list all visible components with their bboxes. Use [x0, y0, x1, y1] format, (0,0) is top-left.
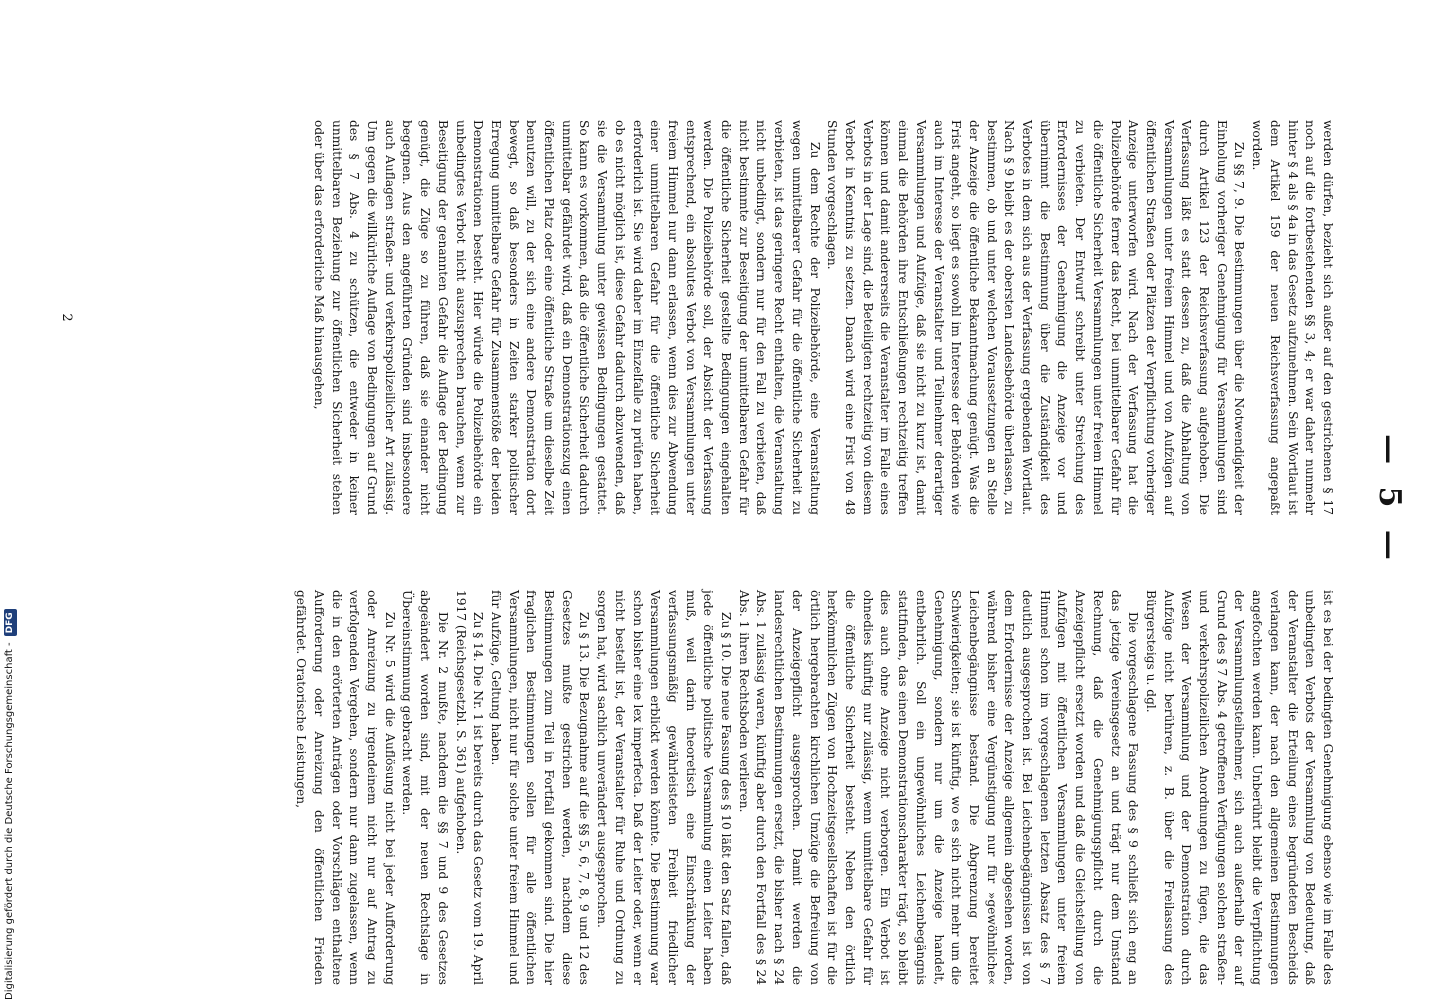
signature-mark: 2	[59, 313, 74, 322]
paragraph: Zu §§ 7, 9. Die Bestimmungen über die Notwendigkeit der Einholung vorheriger Genehmigung für Versammlungen sind durch Artikel 123 der Reichsverfassung aufgehoben. Die Verfassung läßt es statt dessen zu, daß die Abhaltung von Versammlungen unter freiem Himmel und von Aufzügen auf öffentlichen Straßen oder Plätzen der Verpflichtung vorheriger Anzeige unterworfen wird. Nach der Verfassung hat die Polizeibehörde ferner das Recht, bei unmittelbarer Gefahr für die öffentliche Sicherheit Versammlungen unter freiem Himmel zu verbieten. Der Entwurf schreibt unter Streichung des Erfordernisses der Genehmigung die Anzeige vor und übernimmt die Bestimmung über die Zuständigkeit des Verbotes in dem sich aus der Verfassung ergebenden Wortlaut. Nach § 9 bleibt es der obersten Landesbehörde überlassen, zu bestimmen, ob und unter welchen Voraussetzungen an Stelle der Anzeige die öffentliche Bekanntmachung genügt. Was die Frist angeht, so liegt es sowohl im Interesse der Behörden wie auch im Interesse der Veranstalter und Teilnehmer derartiger Versammlungen und Aufzüge, daß sie nicht zu kurz ist, damit einmal die Behörden ihre Entschließungen rechtzeitig treffen können und damit andererseits die Veranstalter im Falle eines Verbots in der Lage sind, die Beteiligten rechtzeitig von diesem Verbot in Kenntnis zu setzen. Danach wird eine Frist von 48 Stunden vorgeschlagen.	[825, 120, 1247, 515]
dfg-logo: DFG	[4, 609, 17, 636]
paragraph: Die vorgeschlagene Fassung des § 9 schließt sich eng an das jetzige Vereinsgesetz an und trägt nur dem Umstand Rechnung, daß die Genehmigungspflicht durch die Anzeigepflicht ersetzt worden und daß die Gleichstellung von Aufzügen mit öffentlichen Versammlungen unter freiem Himmel schon im vorgeschlagenen letzten Absatz des § 7 deutlich ausgesprochen ist. Bei Leichenbegängnissen ist von dem Erfordernisse der Anzeige allgemein abgesehen worden, während bisher eine Vergünstigung nur für »gewöhnliche« Leichenbegängnisse bestand. Die Abgrenzung bereitet Schwierigkeiten; sie ist künftig, wo es sich nicht mehr um die Genehmigung, sondern nur um die Anzeige handelt, entbehrlich. Soll ein ungewöhnliches Leichenbegängnis stattfinden, das einen Demonstrationscharakter trägt, so bleibt dies auch ohne Anzeige nicht verborgen. Ein Verbot ist ohnedies künftig nur zulässig, wenn unmittelbare Gefahr für die öffentliche Sicherheit besteht. Neben den örtlich herkömmlichen Zügen von Hochzeitsgesellschaften ist für die örtlich hergebrachten kirchlichen Umzüge die Befreiung von der Anzeigepflicht ausgesprochen. Damit werden die landesrechtlichen Bestimmungen ersetzt, die bisher nach § 24 Abs. 1 zulässig waren, künftig aber durch den Fortfall des § 24 Abs. 1 ihren Rechtsboden verlieren.	[736, 590, 1141, 985]
right-column	[292, 590, 1336, 985]
paragraph: Die Nr. 2 mußte, nachdem die §§ 7 und 9 des Gesetzes abgeändert worden sind, mit der neuen Rechtslage in Übereinstimmung gebracht werden.	[400, 590, 450, 985]
left-column	[309, 120, 1336, 515]
paragraph: Zu § 10. Die neue Fassung des § 10 läßt den Satz fallen, daß jede öffentliche politische Versammlung einen Leiter haben muß, weil darin theoretisch eine Einschränkung der verfassungsmäßig gewährleisteten Freiheit friedlicher Versammlungen erblickt werden könnte. Die Bestimmung war schon bisher eine lex imperfecta. Daß der Leiter oder, wenn er nicht bestellt ist, der Veranstalter für Ruhe und Ordnung zu sorgen hat, wird sachlich unverändert ausgesprochen.	[595, 590, 734, 985]
digitization-credit	[0, 0, 20, 1000]
paragraph: Zu § 13. Die Bezugnahme auf die §§ 5, 6, 7, 8, 9 und 12 des Gesetzes mußte gestrichen werden, nachdem diese Bestimmungen zum Teil in Fortfall gekommen sind. Die hier fraglichen Bestimmungen sollen für alle öffentlichen Versammlungen, nicht nur für solche unter freiem Himmel und für Aufzüge, Geltung haben.	[488, 590, 592, 985]
page-number: — 5 —	[1372, 434, 1407, 566]
paragraph: Zu § 14. Die Nr. 1 ist bereits durch das Gesetz vom 19. April 1917 (Reichsgesetzbl. S. 361) aufgehoben.	[453, 590, 486, 985]
paragraph: ist es bei der bedingten Genehmigung ebenso wie im Falle des unbedingten Verbots der Versammlung von Bedeutung, daß der Veranstalter die Erteilung eines begründeten Bescheids verlangen kann, der nach den allgemeinen Bestimmungen angefochten werden kann. Unberührt bleibt die Verpflichtung der Versammlungsteilnehmer, sich auch außerhalb der auf Grund des § 7 Abs. 4 getroffenen Verfügungen solchen straßen- und verkehrspolizeilichen Anordnungen zu fügen, die das Wesen der Versammlung und der Demonstration durch Aufzüge nicht berühren, z. B. über die Freilassung des Bürgersteigs u. dgl.	[1143, 590, 1335, 985]
credit-text: Digitalisierung gefördert durch die Deutsche Forschungsgemeinschaft -	[4, 642, 15, 1000]
paragraph: werden dürfen, bezieht sich außer auf den gestrichenen § 17 noch auf die fortbestehenden §§ 3, 4; er war daher nunmehr hinter § 4 als § 4a in das Gesetz aufzunehmen. Sein Wortlaut ist dem Artikel 159 der neuen Reichsverfassung angepaßt worden.	[1250, 120, 1335, 515]
paragraph: Zu dem Rechte der Polizeibehörde, eine Veranstaltung wegen unmittelbarer Gefahr für die öffentliche Sicherheit zu verbieten, ist das geringere Recht enthalten, die Veranstaltung nicht unbedingt, sondern nur für den Fall zu verbieten, daß nicht bestimmte zur Beseitigung der unmittelbaren Gefahr für die öffentliche Sicherheit gestellte Bedingungen eingehalten werden. Die Polizeibehörde soll, der Absicht der Verfassung entsprechend, ein absolutes Verbot von Versammlungen unter freiem Himmel nur dann erlassen, wenn dies zur Abwendung einer unmittelbaren Gefahr für die öffentliche Sicherheit erforderlich ist. Sie wird daher im Einzelfalle zu prüfen haben, ob es nicht möglich ist, diese Gefahr dadurch abzuwenden, daß sie die Versammlung unter gewissen Bedingungen gestattet. So kann es vorkommen, daß die öffentliche Sicherheit dadurch unmittelbar gefährdet wird, daß ein Demonstrationszug einen öffentlichen Platz oder eine öffentliche Straße um dieselbe Zeit benutzen will, zu der sich eine andere Demonstration dort bewegt, so daß besonders in Zeiten starker politischer Erregung unmittelbare Gefahr für Zusammenstöße der beiden Demonstrationen besteht. Hier würde die Polizeibehörde ein unbedingtes Verbot nicht auszusprechen brauchen, wenn zur Beseitigung der genannten Gefahr die Auflage der Bedingung genügt, die Züge so zu führen, daß sie einander nicht begegnen. Aus den angeführten Gründen sind insbesondere auch Auflagen straßen- und verkehrspolizeilicher Art zulässig. Um gegen die willkürliche Auflage von Bedingungen auf Grund des § 7 Abs. 4 zu schützen, die entweder in keiner unmittelbaren Beziehung zur öffentlichen Sicherheit stehen oder über das erforderliche Maß hinausgehen,	[311, 120, 822, 515]
paragraph: Zu Nr. 5 wird die Auflösung nicht bei jeder Aufforderung oder Anreizung zu irgendeinem nicht nur auf Antrag zu verfolgenden Vergehen, sondern nur dann zugelassen, wenn die in den erörterten Anträgen oder Vorschlägen enthaltene Aufforderung oder Anreizung den öffentlichen Frieden gefährdet. Oratorische Leistungen,	[294, 590, 397, 985]
